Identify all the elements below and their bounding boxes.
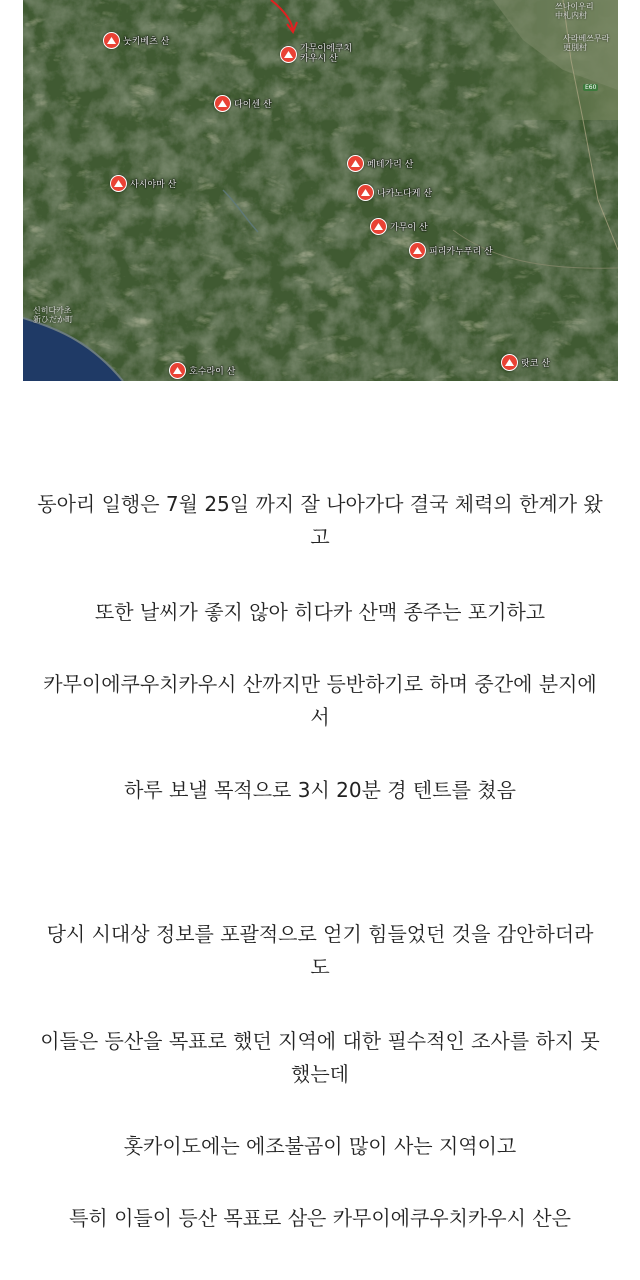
pin-label: 가무이에쿠치 카우시 산 xyxy=(300,44,353,64)
pin-label: 피리카누푸리 산 xyxy=(429,247,493,257)
place-label-sarabetsu: 사라베쓰무라 更別村 xyxy=(563,34,610,52)
pin-label: 다이센 산 xyxy=(234,100,272,110)
paragraph-7: 홋카이도에는 에조불곰이 많이 사는 지역이고 xyxy=(123,1134,517,1158)
pin-label: 호수라이 산 xyxy=(189,367,236,377)
paragraph-5: 당시 시대상 정보를 포괄적으로 얻기 힘들었던 것을 감안하더라 도 xyxy=(46,922,594,979)
pin-kamuiekuuchikaushi[interactable] xyxy=(280,44,352,64)
mountain-icon xyxy=(110,175,127,192)
pin-nukkibetsu[interactable] xyxy=(103,32,169,49)
pin-label: 사시야마 산 xyxy=(130,180,177,190)
pin-kamui[interactable] xyxy=(370,218,428,235)
mountain-icon xyxy=(214,95,231,112)
pin-nakanodake[interactable] xyxy=(357,184,432,201)
pin-label: 가무이 산 xyxy=(390,223,428,233)
pin-rakko[interactable] xyxy=(501,354,550,371)
place-label-shin-hidaka: 신히다카초 新ひだか町 xyxy=(33,306,73,324)
pin-label: 나카노다케 산 xyxy=(377,189,433,199)
pin-pirikanupuri[interactable] xyxy=(409,242,493,259)
pin-label: 랏코 산 xyxy=(521,359,550,369)
mountain-icon xyxy=(409,242,426,259)
satellite-map[interactable] xyxy=(23,0,618,381)
road-badge: E60 xyxy=(585,84,597,91)
mountain-icon xyxy=(501,354,518,371)
pin-petegari[interactable] xyxy=(347,155,413,172)
paragraph-2: 또한 날씨가 좋지 않아 히다카 산맥 종주는 포기하고 xyxy=(94,600,546,624)
mountain-icon xyxy=(280,46,297,63)
paragraph-6: 이들은 등산을 목표로 했던 지역에 대한 필수적인 조사를 하지 못 했는데 xyxy=(40,1029,600,1086)
mountain-icon xyxy=(370,218,387,235)
paragraph-4: 하루 보낼 목적으로 3시 20분 경 텐트를 쳤음 xyxy=(124,778,516,802)
paragraph-8: 특히 이들이 등산 목표로 삼은 카무이에쿠우치카우시 산은 xyxy=(69,1206,571,1230)
mountain-icon xyxy=(357,184,374,201)
paragraph-3: 카무이에쿠우치카우시 산까지만 등반하기로 하며 중간에 분지에 서 xyxy=(43,672,597,729)
pin-label: 페테가리 산 xyxy=(367,160,414,170)
pin-hosurai[interactable] xyxy=(169,362,235,379)
place-label-top-right: 쓰나이우리 中札内村 xyxy=(555,2,594,20)
mountain-icon xyxy=(103,32,120,49)
pin-shishamo[interactable] xyxy=(110,175,176,192)
mountain-icon xyxy=(347,155,364,172)
paragraph-1: 동아리 일행은 7월 25일 까지 잘 나아가다 결국 체력의 한계가 왔 고 xyxy=(37,492,603,549)
pin-label: 눗키베츠 산 xyxy=(123,37,170,47)
mountain-icon xyxy=(169,362,186,379)
pin-daisen[interactable] xyxy=(214,95,272,112)
